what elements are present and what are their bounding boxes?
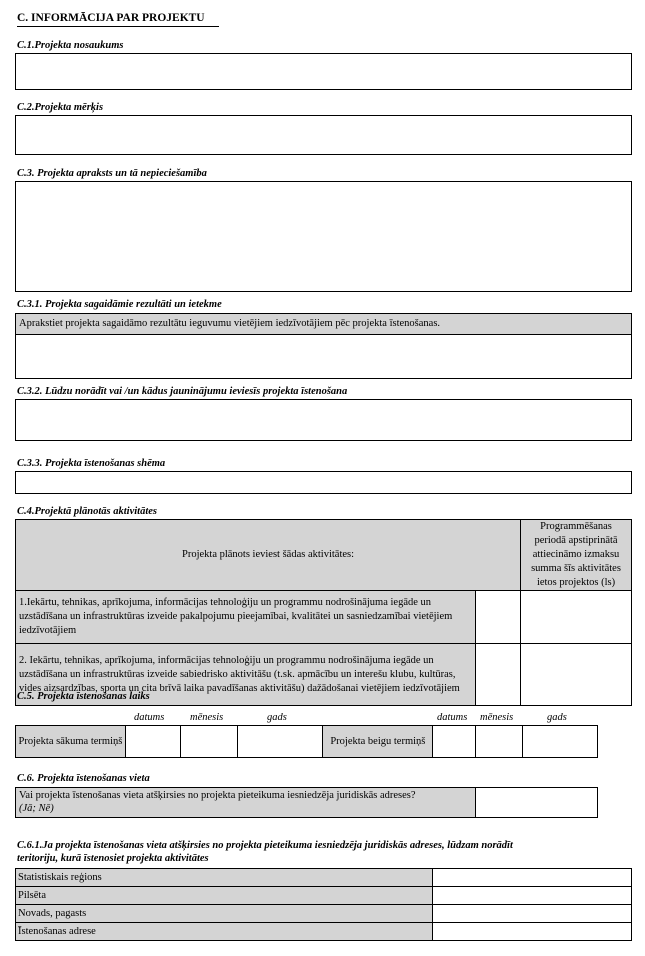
- territory-row: [16, 905, 632, 923]
- city-label: Pilsēta: [16, 887, 433, 905]
- innovations-field[interactable]: [15, 399, 632, 441]
- activity-text-2: 2. Iekārtu, tehnikas, aprīkojuma, informācijas tehnoloģiju un programmu nodrošinājuma iegāde un uzstādīšana un infrastruktūras izveide sabiedrisko aktivitāšu (t.sk. apmācību un interešu klubu, kultūras, vides aizsardzības, sporta un cita brīvā laika pavadīšanas aktivitāšu) dažādošanai vietējiem iedzīvotājiem: [16, 644, 476, 706]
- section-title: C. INFORMĀCIJA PAR PROJEKTU: [17, 12, 205, 24]
- location-question: [16, 788, 476, 818]
- region-label: Statistiskais reģions: [16, 869, 433, 887]
- timeline-table: [15, 725, 598, 758]
- location-question-table: [15, 787, 598, 818]
- c31-instruction: Aprakstiet projekta sagaidāmo rezultātu ieguvumu vietējiem iedzīvotājiem pēc projekta īstenošanas.: [15, 313, 632, 335]
- c1-label: C.1.Projekta nosaukums: [17, 40, 124, 51]
- territory-row: [16, 923, 632, 941]
- municipality-label: Novads, pagasts: [16, 905, 433, 923]
- end-day-input[interactable]: [433, 726, 476, 758]
- end-term-label: Projekta beigu termiņš: [323, 726, 433, 758]
- region-input[interactable]: [433, 869, 632, 887]
- c32-label: C.3.2. Lūdzu norādīt vai /un kādus jauninājumu ieviesīs projekta īstenošana: [17, 386, 348, 397]
- start-month-input[interactable]: [180, 726, 237, 758]
- activities-header-row: [16, 520, 632, 591]
- end-month-header: mēnesis: [480, 712, 514, 723]
- c3-label: C.3. Projekta apraksts un tā nepieciešamība: [17, 168, 207, 179]
- c61-label-line2: teritoriju, kurā īstenosiet projekta aktivitātes: [17, 853, 209, 864]
- end-date-header: datums: [437, 712, 468, 723]
- start-year-header: gads: [267, 712, 287, 723]
- end-month-input[interactable]: [476, 726, 523, 758]
- c61-label-line1: C.6.1.Ja projekta īstenošanas vieta atšķirsies no projekta pieteikuma iesniedzēja juridiskās adreses, lūdzam norādīt: [17, 840, 513, 851]
- project-goal-field[interactable]: [15, 115, 632, 155]
- end-year-input[interactable]: [523, 726, 598, 758]
- address-label: Īstenošanas adrese: [16, 923, 433, 941]
- activity-check-2[interactable]: [476, 644, 521, 706]
- project-description-field[interactable]: [15, 181, 632, 292]
- c6-label: C.6. Projekta īstenošanas vieta: [17, 773, 150, 784]
- location-answer-input[interactable]: [476, 788, 598, 818]
- municipality-input[interactable]: [433, 905, 632, 923]
- implementation-scheme-field[interactable]: [15, 471, 632, 494]
- start-year-input[interactable]: [237, 726, 323, 758]
- address-input[interactable]: [433, 923, 632, 941]
- activity-amount-1[interactable]: [521, 591, 632, 644]
- eligible-cost-header: Programmēšanas periodā apstiprinātā attiecināmo izmaksu summa šīs aktivitātes ietos projektos (ls): [521, 520, 632, 591]
- territory-row: [16, 869, 632, 887]
- end-year-header: gads: [547, 712, 567, 723]
- territory-row: [16, 887, 632, 905]
- expected-results-field[interactable]: [15, 334, 632, 379]
- location-question-hint: (Jā; Nē): [19, 803, 54, 814]
- location-question-text: Vai projekta īstenošanas vieta atšķirsies no projekta pieteikuma iesniedzēja juridiskās adreses?: [19, 790, 416, 801]
- activities-table: [15, 519, 632, 706]
- c33-label: C.3.3. Projekta īstenošanas shēma: [17, 458, 166, 469]
- activities-col-header: Projekta plānots ieviest šādas aktivitātes:: [16, 520, 521, 591]
- activity-check-1[interactable]: [476, 591, 521, 644]
- c5-label: C.5. Projekta īstenošanas laiks: [17, 691, 150, 702]
- project-name-field[interactable]: [15, 53, 632, 90]
- activity-text-1: 1.Iekārtu, tehnikas, aprīkojuma, informācijas tehnoloģiju un programmu nodrošinājuma iegāde un uzstādīšana un infrastruktūras izveide pakalpojumu pieejamībai, kvalitātei un sasniedzamībai vietējiem iedzīvotājiem: [16, 591, 476, 644]
- start-day-input[interactable]: [125, 726, 180, 758]
- start-term-label: Projekta sākuma termiņš: [16, 726, 126, 758]
- c2-label: C.2.Projekta mērķis: [17, 102, 104, 113]
- territory-table: [15, 868, 632, 941]
- activity-amount-2[interactable]: [521, 644, 632, 706]
- start-date-header: datums: [134, 712, 165, 723]
- city-input[interactable]: [433, 887, 632, 905]
- section-title-underline: [17, 26, 219, 27]
- activity-row-1: [16, 591, 632, 644]
- start-month-header: mēnesis: [190, 712, 224, 723]
- c4-label: C.4.Projektā plānotās aktivitātes: [17, 506, 158, 517]
- c31-label: C.3.1. Projekta sagaidāmie rezultāti un ietekme: [17, 299, 222, 310]
